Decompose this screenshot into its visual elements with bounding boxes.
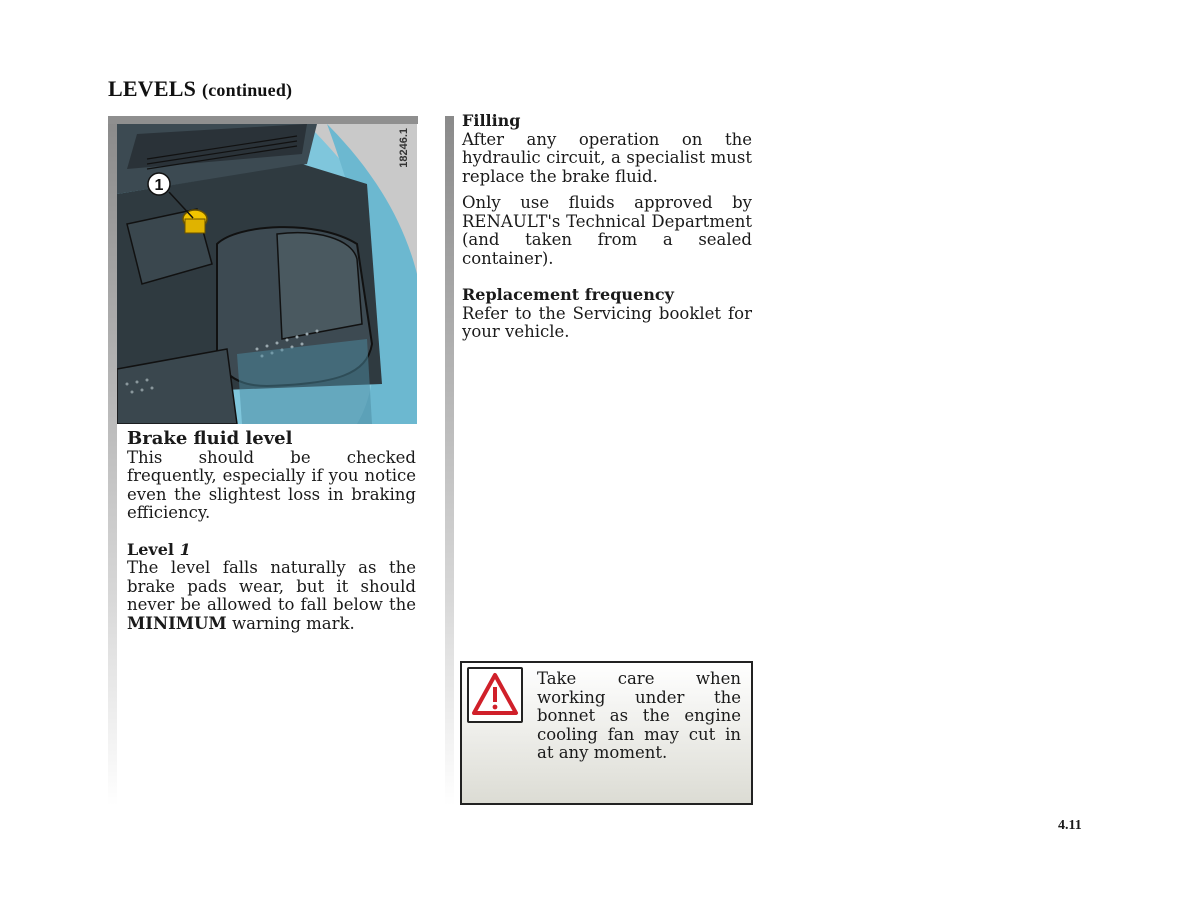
figure-callout: 1	[154, 177, 164, 194]
left-column-bar	[108, 116, 117, 806]
filling-paragraph-2: Only use fluids approved by RENAULT's Technical Department (and taken from a sealed container).	[462, 193, 752, 268]
warning-box	[460, 661, 753, 805]
left-column-text	[127, 430, 416, 633]
level-text-bold: MINIMUM	[127, 613, 227, 633]
level-heading	[127, 541, 416, 560]
warning-icon	[467, 667, 523, 723]
warning-text: Take care when working under the bonnet as the engine cooling fan may cut in at any moment.	[537, 669, 741, 762]
brake-fluid-intro: This should be checked frequently, especially if you notice even the slightest loss in braking efficiency.	[127, 447, 416, 522]
replacement-frequency-text: Refer to the Servicing booklet for your vehicle.	[462, 303, 752, 341]
title-suffix: (continued)	[202, 80, 293, 100]
middle-column-bar	[445, 116, 454, 806]
figure-reference: 18246.1	[398, 128, 410, 168]
section-heading-brake-fluid: Brake fluid level	[127, 428, 293, 449]
level-description	[127, 559, 416, 633]
filling-paragraph-1: After any operation on the hydraulic circuit, a specialist must replace the brake fluid.	[462, 129, 752, 186]
right-column-text	[462, 112, 752, 342]
title-main: LEVELS	[108, 76, 197, 101]
level-heading-label: Level	[127, 539, 174, 559]
level-text-b: warning mark.	[231, 613, 355, 633]
engine-bay-illustration	[117, 124, 417, 424]
level-text-a: The level falls naturally as the brake pads wear, but it should never be allowed to fall below the	[127, 558, 416, 614]
level-number: 1	[179, 539, 191, 559]
page-number: 4.11	[1058, 818, 1082, 833]
filling-heading: Filling	[462, 111, 521, 130]
figure-top-strip	[108, 116, 418, 124]
page-title	[108, 76, 292, 102]
replacement-frequency-heading: Replacement frequency	[462, 285, 674, 304]
